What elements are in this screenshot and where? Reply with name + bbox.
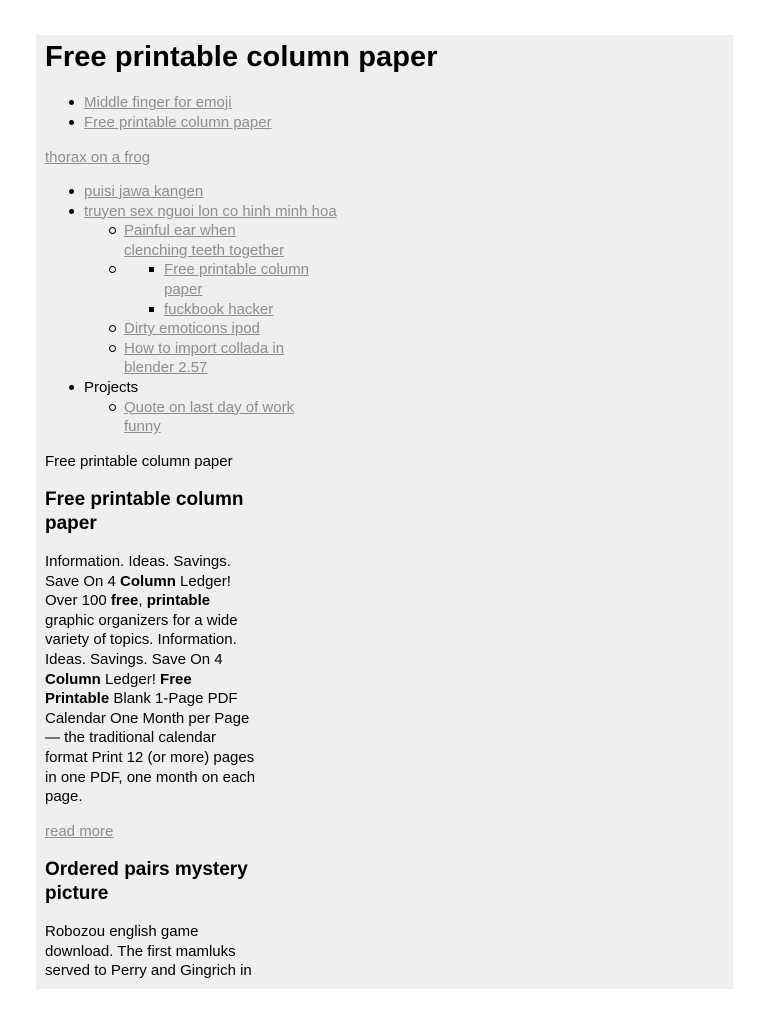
nested-link-list (84, 182, 384, 437)
text-line (45, 787, 275, 807)
list-item (124, 260, 324, 319)
link-truyen[interactable]: truyen sex nguoi lon co hinh minh hoa (84, 202, 337, 220)
text-line (45, 591, 275, 611)
bold-text: free (110, 592, 139, 610)
list-item (84, 378, 384, 437)
text: variety of topics. Information. (45, 631, 237, 649)
list-item (164, 300, 334, 320)
list-item (124, 339, 324, 378)
list-item (124, 398, 324, 437)
link-text-line: blender 2.57 (124, 359, 208, 377)
text-line (45, 670, 275, 690)
list-item (124, 319, 324, 339)
link-quote-last-day[interactable] (124, 399, 294, 436)
link-text-line: Quote on last day of work (124, 398, 295, 416)
text: Ledger! (100, 670, 161, 688)
text-line (45, 961, 275, 981)
link-puisi-jawa-kangen[interactable]: puisi jawa kangen (84, 183, 204, 200)
text: graphic organizers for a wide (45, 611, 238, 629)
text-line (45, 768, 275, 788)
link-text-line: clenching teeth together (124, 241, 285, 259)
heading-line: Ordered pairs mystery (45, 859, 248, 880)
page-panel (36, 35, 733, 989)
sub-sub-list (164, 260, 334, 319)
text-line (45, 942, 275, 962)
list-item (84, 113, 272, 133)
text: Over 100 (45, 592, 111, 610)
link-text-line: Painful ear when (124, 222, 236, 240)
list-item (164, 260, 334, 299)
sub-list (124, 221, 324, 378)
text: Ledger! (175, 572, 231, 590)
text-line (45, 611, 275, 631)
read-more-link[interactable]: read more (45, 823, 114, 840)
link-text-line: funny (124, 418, 161, 436)
text-line (45, 748, 275, 768)
link-free-printable-column-paper-2[interactable] (164, 261, 309, 298)
list-item (84, 93, 272, 113)
list-item (84, 202, 384, 378)
text: Calendar One Month per Page (45, 709, 250, 727)
link-text-line: Free printable column (164, 261, 310, 279)
text-line (45, 689, 275, 709)
text-line (45, 922, 275, 942)
link-middle-finger-emoji[interactable]: Middle finger for emoji (84, 94, 232, 111)
projects-label: Projects (84, 378, 139, 396)
list-item (124, 221, 324, 260)
text: — the traditional calendar (45, 729, 216, 747)
text-line (45, 630, 275, 650)
text: Robozou english game (45, 923, 199, 940)
text: Blank 1-Page PDF (109, 690, 238, 708)
text: Ideas. Savings. Save On 4 (45, 650, 223, 668)
link-text-line: How to import collada in (124, 339, 285, 357)
link-text-line: paper (164, 280, 203, 298)
link-dirty-emoticons[interactable]: Dirty emoticons ipod (124, 320, 260, 338)
section-heading (45, 488, 243, 536)
bold-text: Column (45, 670, 101, 688)
list-item (84, 182, 384, 202)
link-thorax-on-a-frog[interactable]: thorax on a frog (45, 149, 151, 166)
text-line (45, 650, 275, 670)
text: Information. Ideas. Savings. (45, 553, 231, 570)
bold-text: printable (146, 592, 211, 610)
text: in one PDF, one month on each (45, 768, 256, 786)
link-fuckbook-hacker[interactable]: fuckbook hacker (164, 300, 274, 318)
bold-text: Printable (45, 690, 110, 708)
bold-text: Column (120, 572, 176, 590)
page-title: Free printable column paper (45, 41, 438, 73)
text: download. The first mamluks (45, 942, 236, 960)
text: served to Perry and Gingrich in (45, 962, 252, 980)
plain-title: Free printable column paper (45, 453, 233, 470)
section-body (45, 922, 275, 981)
text-line (45, 728, 275, 748)
text: , (138, 592, 147, 610)
heading-line: picture (45, 883, 109, 904)
section-body (45, 552, 275, 807)
section-heading (45, 858, 248, 906)
text-line (45, 709, 275, 729)
text-line (45, 552, 275, 572)
bold-text: Free (160, 670, 192, 688)
link-painful-ear[interactable] (124, 222, 284, 259)
link-import-collada[interactable] (124, 340, 284, 377)
top-link-list (84, 93, 272, 132)
text: format Print 12 (or more) pages (45, 748, 255, 766)
link-free-printable-column-paper[interactable]: Free printable column paper (84, 113, 272, 131)
projects-sub-list (124, 398, 324, 437)
heading-line: paper (45, 513, 97, 534)
text-line (45, 572, 275, 592)
text: page. (45, 788, 83, 806)
text: Save On 4 (45, 572, 121, 590)
heading-line: Free printable column (45, 489, 244, 510)
